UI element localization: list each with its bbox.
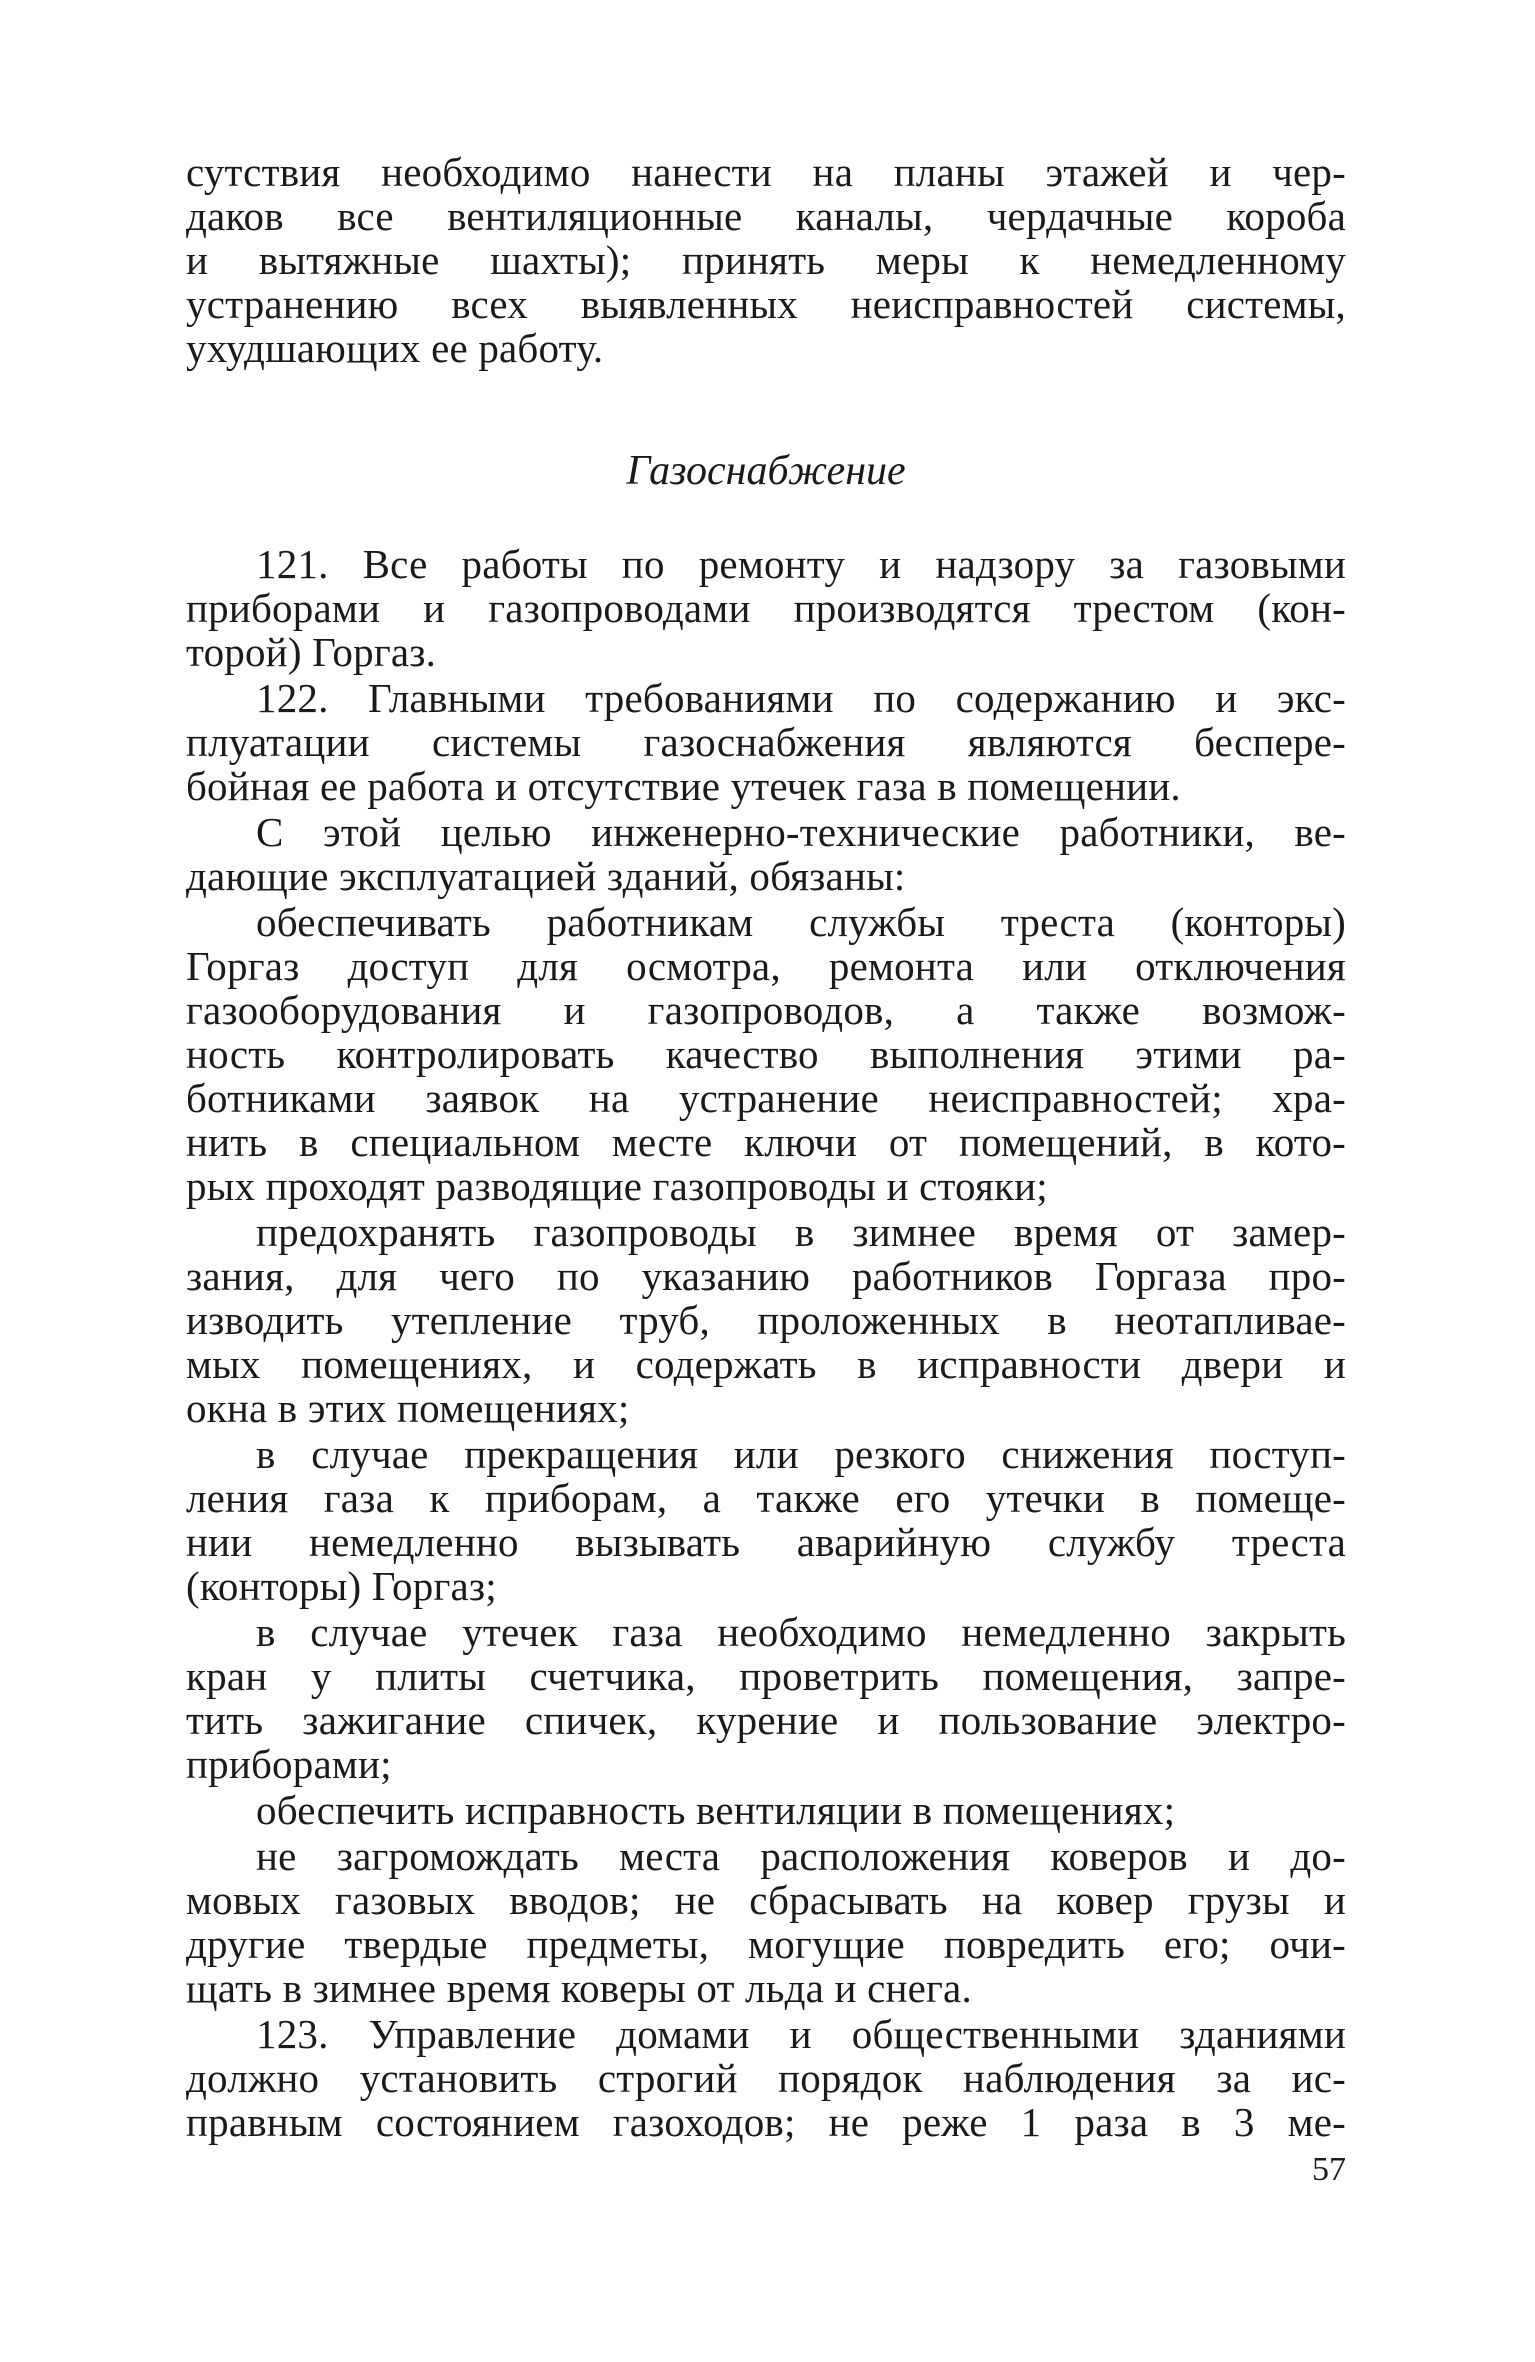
text-line: предохранять газопроводы в зимнее время от замер- [256, 1209, 1346, 1255]
text-line: приборами и газопроводами производятся трестом (кон- [186, 585, 1346, 631]
text-line: правным состоянием газоходов; не реже 1 раза в 3 ме- [186, 2099, 1346, 2145]
text-line: и вытяжные шахты); принять меры к немедленному [186, 237, 1346, 283]
section-heading: Газоснабжение [626, 448, 906, 494]
text-line: кран у плиты счетчика, проветрить помещения, запре- [186, 1653, 1346, 1699]
text-line: обеспечить исправность вентиляции в помещениях; [256, 1787, 1176, 1833]
text-line: ботниками заявок на устранение неисправностей; хра- [186, 1075, 1346, 1121]
text-line: дающие эксплуатацией зданий, обязаны: [186, 853, 906, 899]
text-line: нить в специальном месте ключи от помещений, в кото- [186, 1119, 1346, 1165]
text-line: (конторы) Горгаз; [186, 1563, 497, 1609]
text-line: тить зажигание спичек, курение и пользование электро- [186, 1697, 1346, 1743]
text-line: газооборудования и газопроводов, а также возмож- [186, 987, 1346, 1033]
text-line: изводить утепление труб, проложенных в неотапливае- [186, 1297, 1346, 1343]
text-line: бойная ее работа и отсутствие утечек газа в помещении. [186, 763, 1181, 809]
text-line: 123. Управление домами и общественными зданиями [256, 2011, 1346, 2057]
text-line: 122. Главными требованиями по содержанию и экс- [256, 675, 1346, 721]
text-line: приборами; [186, 1741, 392, 1787]
text-line: ность контролировать качество выполнения этими ра- [186, 1031, 1346, 1077]
text-line: С этой целью инженерно-технические работники, ве- [256, 809, 1346, 855]
text-line: мых помещениях, и содержать в исправности двери и [186, 1341, 1346, 1387]
text-line: должно установить строгий порядок наблюдения за ис- [186, 2055, 1346, 2101]
text-line: ления газа к приборам, а также его утечки в помеще- [186, 1475, 1346, 1521]
text-line: щать в зимнее время коверы от льда и снега. [186, 1965, 972, 2011]
text-line: нии немедленно вызывать аварийную службу треста [186, 1519, 1346, 1565]
text-line: ухудшающих ее работу. [186, 325, 604, 371]
page-number: 57 [1312, 2151, 1346, 2188]
text-line: окна в этих помещениях; [186, 1385, 630, 1431]
text-line: плуатации системы газоснабжения являются беспере- [186, 719, 1346, 765]
text-line: другие твердые предметы, могущие повредить его; очи- [186, 1921, 1346, 1967]
book-page [186, 150, 1346, 2350]
text-line: рых проходят разводящие газопроводы и стояки; [186, 1163, 1048, 1209]
text-line: мовых газовых вводов; не сбрасывать на ковер грузы и [186, 1877, 1346, 1923]
text-line: торой) Горгаз. [186, 629, 437, 675]
text-line: в случае утечек газа необходимо немедленно закрыть [256, 1609, 1346, 1655]
text-line: обеспечивать работникам службы треста (конторы) [256, 899, 1346, 945]
text-line: даков все вентиляционные каналы, чердачные короба [186, 193, 1346, 239]
text-line: зания, для чего по указанию работников Горгаза про- [186, 1253, 1346, 1299]
text-line: не загромождать места расположения коверов и до- [256, 1833, 1346, 1879]
text-line: устранению всех выявленных неисправностей системы, [186, 281, 1346, 327]
text-line: сутствия необходимо нанести на планы этажей и чер- [186, 149, 1346, 195]
text-line: Горгаз доступ для осмотра, ремонта или отключения [186, 943, 1346, 989]
text-line: 121. Все работы по ремонту и надзору за газовыми [256, 541, 1346, 587]
text-line: в случае прекращения или резкого снижения поступ- [256, 1431, 1346, 1477]
